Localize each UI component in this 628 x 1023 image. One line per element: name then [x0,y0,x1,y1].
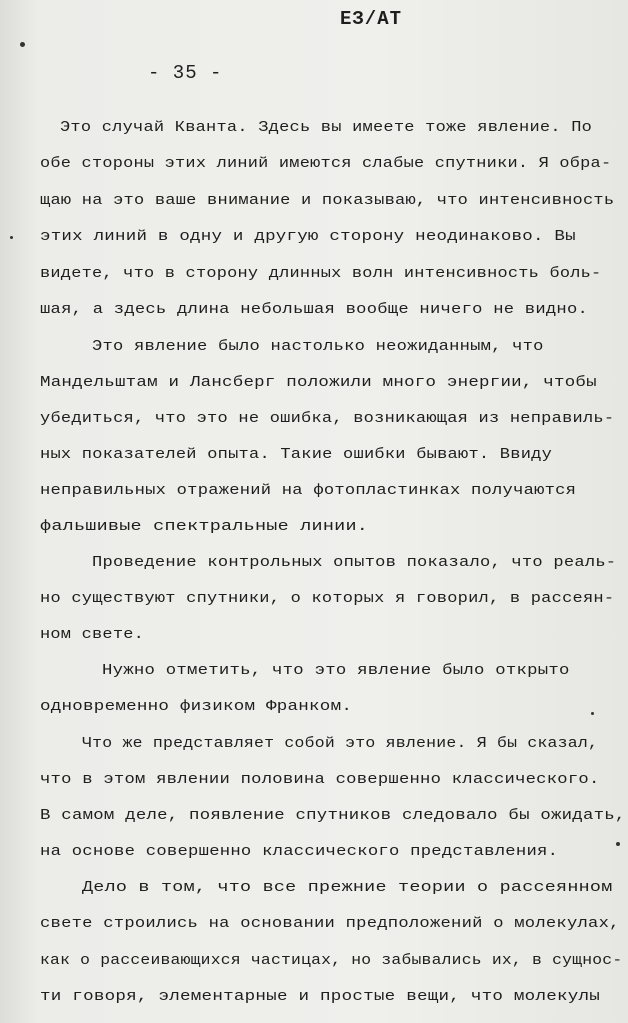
text-line: щаю на это ваше внимание и показываю, что интенсивность [40,193,615,209]
text-line: неправильных отражений на фотопластинках получаются [40,483,577,499]
ink-speck [10,236,13,239]
text-line: шая, а здесь длина небольшая вообще ничего не видно. [40,302,589,318]
text-line: Это явление было настолько неожиданным, что [92,339,544,355]
text-line: Мандельштам и Лансберг положили много энергии, чтобы [40,375,597,391]
ink-speck [20,42,25,47]
text-line: на основе совершенно классического представления. [40,844,559,860]
text-line: Дело в том, что все прежние теории о рассеянном [82,880,613,896]
text-line: Что же представляет собой это явление. Я бы сказал, [82,736,599,752]
text-line: что в этом явлении половина совершенно классического. [40,772,600,788]
text-line: В самом деле, появление спутников следовало бы ожидать, [40,808,626,824]
text-line: видете, что в сторону длинных волн интенсивность боль- [40,266,602,282]
text-line: одновременно физиком Франком. [40,699,353,715]
text-line: фальшивые спектральные линии. [40,519,369,535]
text-line: убедиться, что это не ошибка, возникающая из неправиль- [40,411,615,427]
ink-speck [616,842,620,846]
document-code: ЕЗ/АТ [340,8,403,30]
text-line: как о рассеивающихся частицах, но забывались их, в сущнос- [40,953,623,969]
text-line: ти говоря, элементарные и простые вещи, что молекулы [40,989,601,1005]
text-line: свете строились на основании предположений о молекулах, [40,916,620,932]
page-number: - 35 - [148,62,223,84]
text-line: Проведение контрольных опытов показало, что реаль- [92,555,617,571]
text-line: Нужно отметить, что это явление было открыто [102,663,570,679]
ink-speck [591,712,594,715]
text-line: обе стороны этих линий имеются слабые спутники. Я обра- [40,156,612,172]
text-line: но существуют спутники, о которых я говорил, в рассеян- [40,591,615,607]
text-line: этих линий в одну и другую сторону неодинаково. Вы [40,229,576,245]
text-line: ном свете. [40,627,145,643]
text-line: ных показателей опыта. Такие ошибки бывают. Ввиду [40,447,553,463]
text-line: Это случай Кванта. Здесь вы имеете тоже явление. По [60,120,593,136]
